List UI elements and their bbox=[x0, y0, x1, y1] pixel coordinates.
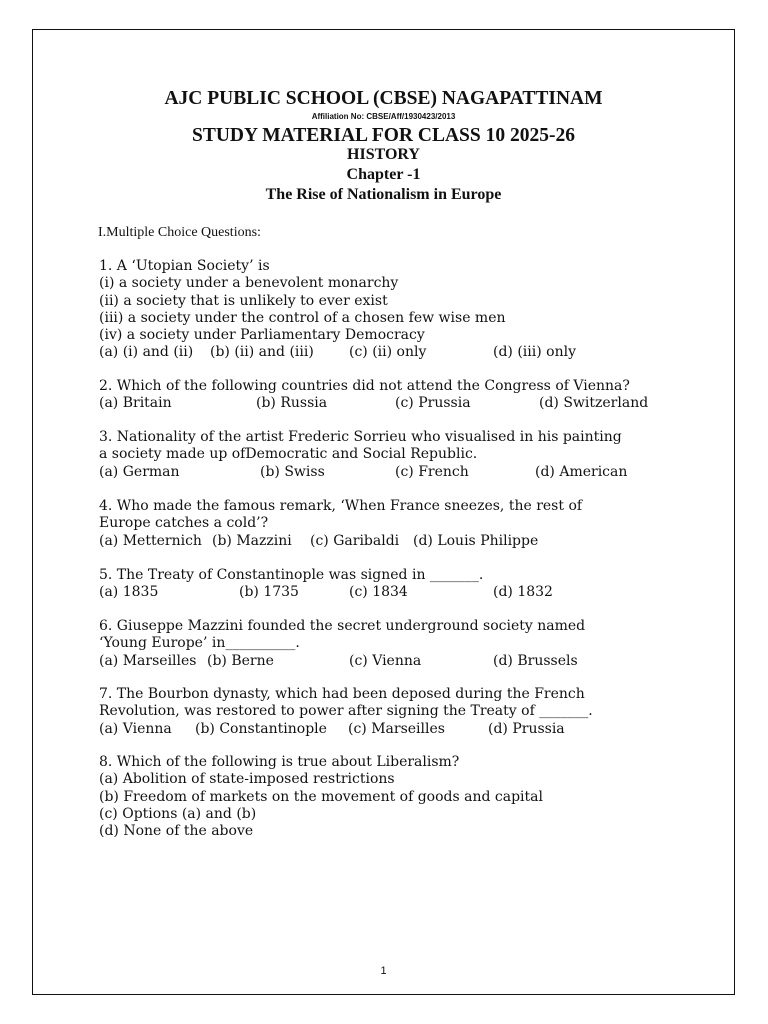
question-line: a society made up ofDemocratic and Social Republic. bbox=[99, 446, 478, 463]
affiliation-number: Affiliation No: CBSE/Aff/1930423/2013 bbox=[311, 112, 456, 121]
option-b: (b) (ii) and (iii) bbox=[210, 344, 314, 361]
option-a: (a) German bbox=[99, 463, 180, 480]
option-a: (a) Marseilles bbox=[99, 652, 197, 669]
chapter-number: Chapter -1 bbox=[346, 166, 421, 183]
option-b: (b) Mazzini bbox=[212, 532, 292, 549]
question-line: 5. The Treaty of Constantinople was signed in _______. bbox=[99, 567, 484, 583]
question-line: (ii) a society that is unlikely to ever exist bbox=[99, 292, 388, 309]
option-c: (c) Garibaldi bbox=[310, 532, 400, 549]
question-line: 2. Which of the following countries did not attend the Congress of Vienna? bbox=[99, 378, 630, 394]
option-b: (b) 1735 bbox=[239, 584, 299, 601]
option-d: (d) Louis Philippe bbox=[413, 532, 539, 549]
question-line: 7. The Bourbon dynasty, which had been deposed during the French bbox=[99, 686, 585, 702]
option-d: (d) 1832 bbox=[493, 584, 553, 601]
option-a: (a) Abolition of state-imposed restrictions bbox=[99, 771, 395, 788]
options-row bbox=[99, 584, 553, 601]
section-title: I.Multiple Choice Questions: bbox=[98, 225, 261, 240]
option-b: (b) Berne bbox=[207, 652, 274, 669]
options-row bbox=[99, 653, 585, 670]
question-6 bbox=[99, 618, 585, 670]
question-2 bbox=[99, 378, 648, 413]
question-7 bbox=[99, 686, 593, 738]
question-1 bbox=[99, 258, 576, 362]
school-name: AJC PUBLIC SCHOOL (CBSE) NAGAPATTINAM bbox=[164, 88, 603, 109]
option-c: (c) Marseilles bbox=[348, 720, 445, 737]
option-b: (b) Swiss bbox=[260, 463, 325, 480]
chapter-title: The Rise of Nationalism in Europe bbox=[265, 186, 502, 203]
question-line: 3. Nationality of the artist Frederic Sorrieu who visualised in his painting bbox=[99, 429, 622, 445]
option-b: (b) Russia bbox=[256, 395, 328, 412]
study-material-title: STUDY MATERIAL FOR CLASS 10 2025-26 bbox=[191, 125, 575, 146]
options-row bbox=[99, 464, 627, 481]
question-line: Europe catches a cold’? bbox=[99, 515, 269, 532]
question-5 bbox=[99, 567, 553, 602]
option-c: (c) 1834 bbox=[349, 584, 408, 601]
option-d: (d) (iii) only bbox=[493, 344, 576, 361]
option-c: (c) Vienna bbox=[349, 652, 422, 669]
question-line: 1. A ‘Utopian Society’ is bbox=[99, 258, 270, 274]
options-row bbox=[99, 395, 648, 412]
option-c: (c) French bbox=[395, 463, 469, 480]
page-number: 1 bbox=[380, 965, 387, 977]
option-a: (a) 1835 bbox=[99, 584, 159, 601]
option-c: (c) (ii) only bbox=[349, 344, 427, 361]
option-a: (a) Vienna bbox=[99, 720, 172, 737]
option-b: (b) Freedom of markets on the movement of goods and capital bbox=[99, 788, 543, 805]
question-line: (iii) a society under the control of a chosen few wise men bbox=[99, 309, 506, 326]
option-a: (a) Metternich bbox=[99, 532, 202, 549]
options-row bbox=[99, 721, 593, 738]
options-row bbox=[99, 344, 576, 361]
question-line: 4. Who made the famous remark, ‘When France sneezes, the rest of bbox=[99, 498, 583, 514]
option-a: (a) (i) and (ii) bbox=[99, 344, 194, 361]
option-a: (a) Britain bbox=[99, 395, 172, 412]
subject-heading: HISTORY bbox=[347, 146, 420, 163]
question-line: 8. Which of the following is true about Liberalism? bbox=[99, 754, 460, 770]
option-b: (b) Constantinople bbox=[195, 720, 327, 737]
options-row bbox=[99, 533, 582, 550]
option-d: (d) Switzerland bbox=[539, 395, 649, 412]
question-8 bbox=[99, 754, 543, 840]
option-d: (d) None of the above bbox=[99, 823, 254, 840]
option-c: (c) Prussia bbox=[395, 395, 471, 412]
option-d: (d) Brussels bbox=[493, 652, 578, 669]
question-4 bbox=[99, 498, 582, 550]
option-d: (d) Prussia bbox=[488, 720, 565, 737]
question-line: (iv) a society under Parliamentary Democracy bbox=[99, 327, 425, 344]
question-line: (i) a society under a benevolent monarchy bbox=[99, 275, 399, 292]
question-line: Revolution, was restored to power after signing the Treaty of _______. bbox=[99, 703, 593, 720]
question-line: ‘Young Europe’ in__________. bbox=[99, 635, 300, 652]
question-3 bbox=[99, 429, 627, 481]
question-line: 6. Giuseppe Mazzini founded the secret underground society named bbox=[99, 618, 586, 634]
option-d: (d) American bbox=[535, 463, 628, 480]
option-c: (c) Options (a) and (b) bbox=[99, 805, 257, 822]
